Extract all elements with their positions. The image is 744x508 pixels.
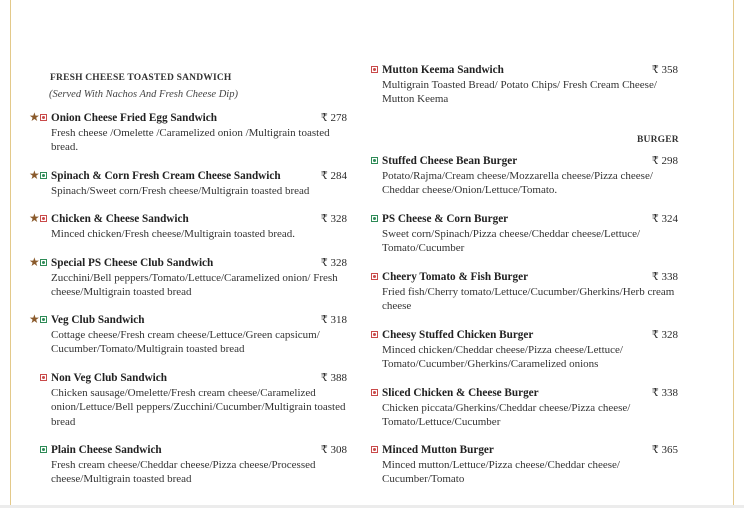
non-veg-indicator-icon — [40, 374, 47, 381]
star-icon: ★ — [29, 110, 40, 124]
section-subtitle: (Served With Nachos And Fresh Cheese Dip) — [49, 89, 238, 100]
item-name: Non Veg Club Sandwich — [51, 372, 167, 384]
menu-item — [382, 386, 678, 430]
veg-indicator-icon — [40, 446, 47, 453]
non-veg-indicator-icon — [371, 389, 378, 396]
item-price: ₹ 328 — [651, 329, 678, 341]
item-name: Chicken & Cheese Sandwich — [51, 213, 189, 225]
veg-indicator-icon — [40, 172, 47, 179]
item-description: Minced chicken/Cheddar cheese/Pizza cheese/Lettuce/ Tomato/Cucumber/Gherkins/Caramelized onions — [382, 343, 623, 370]
star-icon: ★ — [29, 312, 40, 326]
item-price: ₹ 358 — [651, 64, 678, 76]
item-name: Sliced Chicken & Cheese Burger — [382, 387, 539, 399]
veg-indicator-icon — [371, 157, 378, 164]
item-name: Cheery Tomato & Fish Burger — [382, 271, 529, 283]
item-price: ₹ 278 — [320, 112, 347, 124]
item-description: Potato/Rajma/Cream cheese/Mozzarella cheese/Pizza cheese/ Cheddar cheese/Onion/Lettuce/Tomato. — [382, 169, 653, 196]
item-description: Spinach/Sweet corn/Fresh cheese/Multigrain toasted bread — [51, 184, 310, 197]
item-price: ₹ 284 — [320, 170, 347, 182]
menu-item — [29, 168, 347, 198]
item-price: ₹ 338 — [651, 387, 678, 399]
section-title-sandwich: FRESH CHEESE TOASTED SANDWICH — [50, 73, 232, 83]
item-name: Veg Club Sandwich — [51, 314, 145, 326]
non-veg-indicator-icon — [371, 331, 378, 338]
item-name: Onion Cheese Fried Egg Sandwich — [51, 112, 217, 124]
menu-item — [29, 312, 347, 357]
non-veg-indicator-icon — [371, 273, 378, 280]
item-description: Minced chicken/Fresh cheese/Multigrain toasted bread. — [51, 227, 296, 240]
item-description: Cottage cheese/Fresh cream cheese/Lettuce/Green capsicum/ Cucumber/Tomato/Multigrain toasted bread — [51, 328, 320, 355]
menu-item — [382, 63, 678, 107]
non-veg-indicator-icon — [40, 215, 47, 222]
menu-item — [29, 110, 347, 155]
menu-item — [29, 211, 347, 241]
non-veg-indicator-icon — [40, 114, 47, 121]
item-description: Fresh cream cheese/Cheddar cheese/Pizza cheese/Processed cheese/Multigrain toasted bread — [51, 458, 316, 485]
menu-item — [382, 212, 678, 256]
section-title-burger: BURGER — [637, 135, 679, 145]
item-price: ₹ 338 — [651, 271, 678, 283]
menu-item — [51, 371, 347, 429]
menu-item — [51, 443, 347, 487]
veg-indicator-icon — [371, 215, 378, 222]
star-icon: ★ — [29, 255, 40, 269]
item-price: ₹ 328 — [320, 257, 347, 269]
item-price: ₹ 324 — [651, 213, 678, 225]
star-icon: ★ — [29, 211, 40, 225]
menu-item — [382, 443, 678, 487]
item-description: Sweet corn/Spinach/Pizza cheese/Cheddar cheese/Lettuce/ Tomato/Cucumber — [382, 227, 641, 254]
item-name: Plain Cheese Sandwich — [51, 444, 162, 456]
menu-item — [29, 255, 347, 300]
item-description: Minced mutton/Lettuce/Pizza cheese/Cheddar cheese/ Cucumber/Tomato — [382, 458, 620, 485]
item-price: ₹ 298 — [651, 155, 678, 167]
item-name: Mutton Keema Sandwich — [382, 64, 504, 76]
item-description: Fried fish/Cherry tomato/Lettuce/Cucumber/Gherkins/Herb cream cheese — [382, 285, 675, 312]
menu-item — [382, 270, 678, 314]
item-description: Fresh cheese /Omelette /Caramelized onion /Multigrain toasted bread. — [51, 126, 330, 153]
item-name: PS Cheese & Corn Burger — [382, 213, 509, 225]
menu-item — [382, 154, 678, 198]
item-name: Spinach & Corn Fresh Cream Cheese Sandwich — [51, 170, 281, 182]
item-price: ₹ 365 — [651, 444, 678, 456]
veg-indicator-icon — [40, 259, 47, 266]
non-veg-indicator-icon — [371, 66, 378, 73]
item-price: ₹ 318 — [320, 314, 347, 326]
item-name: Stuffed Cheese Bean Burger — [382, 155, 518, 167]
item-description: Zucchini/Bell peppers/Tomato/Lettuce/Caramelized onion/ Fresh cheese/Multigrain toasted bread — [51, 271, 338, 298]
border-left — [10, 0, 11, 506]
item-price: ₹ 308 — [320, 444, 347, 456]
non-veg-indicator-icon — [371, 446, 378, 453]
item-price: ₹ 388 — [320, 372, 347, 384]
item-description: Chicken sausage/Omelette/Fresh cream cheese/Caramelized onion/Lettuce/Bell peppers/Zucchini/Cucumber/Multigrain toasted bread — [51, 386, 346, 428]
menu-item — [382, 328, 678, 372]
item-name: Special PS Cheese Club Sandwich — [51, 257, 214, 269]
item-description: Multigrain Toasted Bread/ Potato Chips/ Fresh Cream Cheese/ Mutton Keema — [382, 78, 657, 105]
item-description: Chicken piccata/Gherkins/Cheddar cheese/Pizza cheese/ Tomato/Lettuce/Cucumber — [382, 401, 631, 428]
star-icon: ★ — [29, 168, 40, 182]
item-name: Cheesy Stuffed Chicken Burger — [382, 329, 534, 341]
item-name: Minced Mutton Burger — [382, 444, 494, 456]
item-price: ₹ 328 — [320, 213, 347, 225]
border-right — [733, 0, 734, 506]
veg-indicator-icon — [40, 316, 47, 323]
